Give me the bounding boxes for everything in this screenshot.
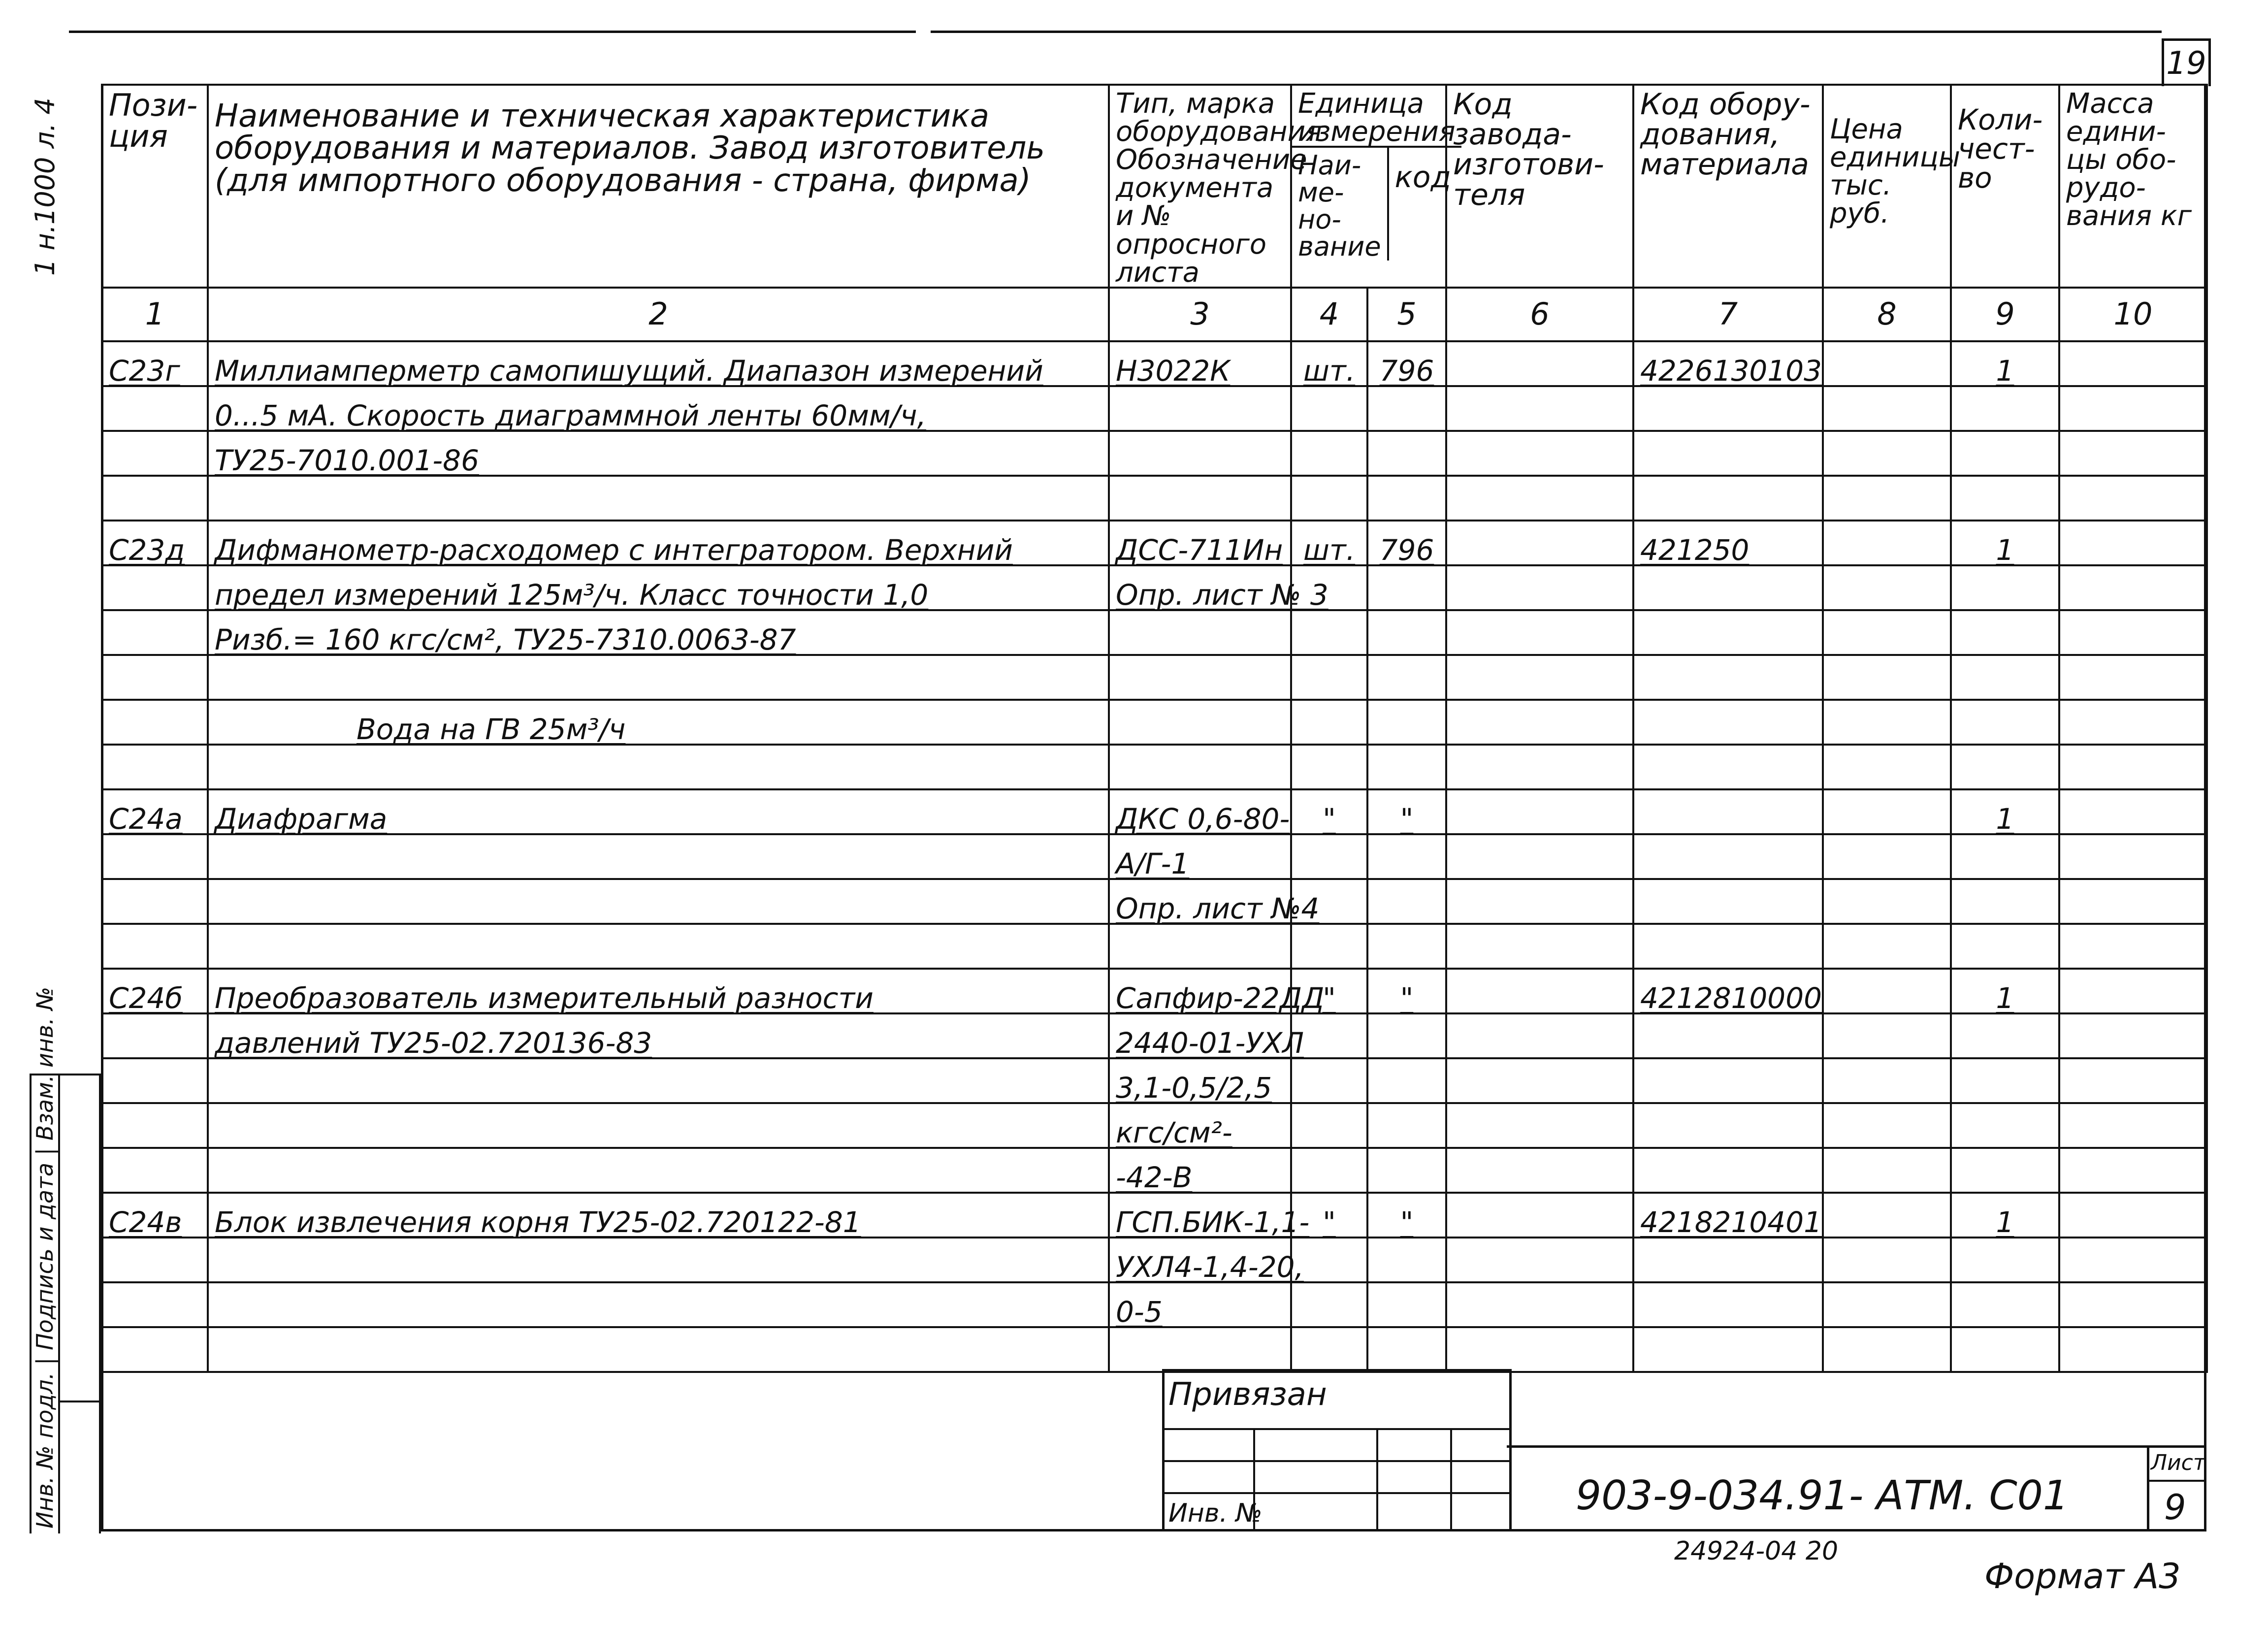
price-cell: [1823, 1058, 1951, 1103]
type-cell: ДКС 0,6-80-: [1109, 789, 1291, 834]
plant-code-cell: [1446, 655, 1633, 700]
name-cell: Вода на ГВ 25м³/ч: [208, 700, 1109, 745]
title-block-sheet-line: [2147, 1480, 2206, 1482]
mass-cell: [2059, 1103, 2207, 1148]
unit-cell: ": [1291, 789, 1367, 834]
type-cell: [1109, 700, 1291, 745]
price-cell: [1823, 1238, 1951, 1282]
plant-code-cell: [1446, 1148, 1633, 1193]
plant-code-cell: [1446, 521, 1633, 565]
quantity-cell: [1951, 655, 2059, 700]
plant-code-cell: [1446, 1238, 1633, 1282]
specification-rows: [102, 341, 2207, 1372]
plant-code-cell: [1446, 476, 1633, 521]
col-header-mass: Масса едини-цы обо-рудо-вания кг: [2059, 85, 2207, 288]
plant-code-cell: [1446, 1282, 1633, 1327]
top-frame-line-left: [69, 31, 916, 33]
sheet-label: Лист: [2151, 1450, 2206, 1475]
unit-cell: [1291, 610, 1367, 655]
unit-code-cell: 796: [1367, 521, 1446, 565]
col-number: 7: [1633, 288, 1823, 341]
table-row: [102, 1013, 2207, 1058]
position-cell: С23д: [102, 521, 208, 565]
unit-cell: [1291, 1058, 1367, 1103]
col-header-type: Тип, марка оборудования Обозначение документа и № опросного листа: [1109, 85, 1291, 288]
quantity-cell: [1951, 745, 2059, 789]
col-header-unit: Единица измерения: [1292, 86, 1461, 147]
position-cell: [102, 431, 208, 476]
table-row: [102, 969, 2207, 1013]
name-cell: [208, 1058, 1109, 1103]
position-cell: [102, 1238, 208, 1282]
table-row: [102, 1148, 2207, 1193]
type-cell: кгс/см²-: [1109, 1103, 1291, 1148]
unit-cell: [1291, 1327, 1367, 1372]
left-margin-strip: [30, 986, 101, 1533]
mass-cell: [2059, 341, 2207, 386]
unit-code-cell: [1367, 879, 1446, 924]
mass-cell: [2059, 969, 2207, 1013]
type-cell: А/Г-1: [1109, 834, 1291, 879]
unit-code-cell: ": [1367, 969, 1446, 1013]
position-cell: [102, 1148, 208, 1193]
left-top-vertical-text: 1 н.1000 л. 4: [30, 98, 61, 276]
plant-code-cell: [1446, 341, 1633, 386]
mass-cell: [2059, 1238, 2207, 1282]
plant-code-cell: [1446, 1103, 1633, 1148]
type-cell: [1109, 431, 1291, 476]
unit-code-cell: [1367, 745, 1446, 789]
unit-code-cell: ": [1367, 1193, 1446, 1238]
col-header-price: Цена единицы тыс. руб.: [1823, 85, 1951, 288]
table-row: [102, 610, 2207, 655]
plant-code-cell: [1446, 834, 1633, 879]
quantity-cell: [1951, 1327, 2059, 1372]
title-block-top-line: [1507, 1445, 2206, 1448]
col-number: 4: [1291, 288, 1367, 341]
price-cell: [1823, 386, 1951, 431]
unit-code-cell: [1367, 1103, 1446, 1148]
equipment-code-cell: [1633, 1238, 1823, 1282]
name-cell: Ризб.= 160 кгс/см², ТУ25-7310.0063-87: [208, 610, 1109, 655]
mass-cell: [2059, 521, 2207, 565]
left-margin-text: Инв. № подл. | Подпись и дата | Взам. инв. №: [32, 986, 58, 1529]
name-cell: [208, 1238, 1109, 1282]
price-cell: [1823, 1148, 1951, 1193]
table-row: [102, 1193, 2207, 1238]
type-cell: Н3022К: [1109, 341, 1291, 386]
equipment-code-cell: [1633, 655, 1823, 700]
name-cell: [208, 1103, 1109, 1148]
plant-code-cell: [1446, 969, 1633, 1013]
mass-cell: [2059, 386, 2207, 431]
price-cell: [1823, 1282, 1951, 1327]
mass-cell: [2059, 745, 2207, 789]
unit-code-cell: [1367, 1013, 1446, 1058]
type-cell: Сапфир-22ДД: [1109, 969, 1291, 1013]
position-cell: [102, 1013, 208, 1058]
position-cell: [102, 924, 208, 969]
name-cell: Миллиамперметр самопишущий. Диапазон измерений: [208, 341, 1109, 386]
position-cell: [102, 476, 208, 521]
quantity-cell: [1951, 565, 2059, 610]
price-cell: [1823, 789, 1951, 834]
mass-cell: [2059, 655, 2207, 700]
quantity-cell: [1951, 386, 2059, 431]
position-cell: [102, 834, 208, 879]
price-cell: [1823, 431, 1951, 476]
binding-stamp-title: Привязан: [1168, 1376, 1327, 1413]
col-header-quantity: Коли-чест-во: [1951, 85, 2059, 288]
equipment-code-cell: [1633, 565, 1823, 610]
quantity-cell: 1: [1951, 341, 2059, 386]
unit-code-cell: [1367, 431, 1446, 476]
price-cell: [1823, 476, 1951, 521]
table-row: [102, 431, 2207, 476]
equipment-code-cell: [1633, 1327, 1823, 1372]
quantity-cell: 1: [1951, 1193, 2059, 1238]
mass-cell: [2059, 1058, 2207, 1103]
type-cell: [1109, 386, 1291, 431]
top-frame-line-right: [931, 31, 2162, 33]
unit-cell: [1291, 834, 1367, 879]
price-cell: [1823, 565, 1951, 610]
col-number: 8: [1823, 288, 1951, 341]
price-cell: [1823, 341, 1951, 386]
table-row: [102, 386, 2207, 431]
mass-cell: [2059, 1193, 2207, 1238]
unit-code-cell: [1367, 386, 1446, 431]
name-cell: ТУ25-7010.001-86: [208, 431, 1109, 476]
unit-cell: [1291, 1282, 1367, 1327]
unit-cell: ": [1291, 1193, 1367, 1238]
mass-cell: [2059, 834, 2207, 879]
equipment-code-cell: [1633, 924, 1823, 969]
table-row: [102, 745, 2207, 789]
plant-code-cell: [1446, 924, 1633, 969]
plant-code-cell: [1446, 1193, 1633, 1238]
type-cell: [1109, 924, 1291, 969]
table-row: [102, 789, 2207, 834]
quantity-cell: [1951, 1103, 2059, 1148]
equipment-code-cell: [1633, 1013, 1823, 1058]
plant-code-cell: [1446, 1013, 1633, 1058]
table-row: [102, 655, 2207, 700]
position-cell: [102, 745, 208, 789]
equipment-code-cell: [1633, 1103, 1823, 1148]
name-cell: Блок извлечения корня ТУ25-02.720122-81: [208, 1193, 1109, 1238]
table-row: [102, 565, 2207, 610]
price-cell: [1823, 521, 1951, 565]
table-row: [102, 341, 2207, 386]
unit-cell: [1291, 431, 1367, 476]
plant-code-cell: [1446, 431, 1633, 476]
equipment-code-cell: 4226130103: [1633, 341, 1823, 386]
unit-cell: [1291, 700, 1367, 745]
unit-code-cell: [1367, 1148, 1446, 1193]
table-row: [102, 924, 2207, 969]
name-cell: Преобразователь измерительный разности: [208, 969, 1109, 1013]
unit-code-cell: [1367, 924, 1446, 969]
equipment-code-cell: 421250: [1633, 521, 1823, 565]
unit-code-cell: [1367, 1238, 1446, 1282]
price-cell: [1823, 700, 1951, 745]
col-number: 1: [102, 288, 208, 341]
unit-code-cell: [1367, 1282, 1446, 1327]
equipment-code-cell: [1633, 610, 1823, 655]
price-cell: [1823, 1327, 1951, 1372]
mass-cell: [2059, 1327, 2207, 1372]
unit-cell: [1291, 924, 1367, 969]
price-cell: [1823, 655, 1951, 700]
plant-code-cell: [1446, 386, 1633, 431]
left-frame-line: [101, 84, 103, 1531]
position-cell: [102, 565, 208, 610]
col-header-equipment-code: Код обору-дования, материала: [1633, 85, 1823, 288]
type-cell: 3,1-0,5/2,5: [1109, 1058, 1291, 1103]
position-cell: С24б: [102, 969, 208, 1013]
quantity-cell: 1: [1951, 789, 2059, 834]
mass-cell: [2059, 700, 2207, 745]
type-cell: -42-В: [1109, 1148, 1291, 1193]
inventory-number-label: Инв. №: [1168, 1499, 1263, 1528]
quantity-cell: [1951, 610, 2059, 655]
unit-code-cell: [1367, 565, 1446, 610]
mass-cell: [2059, 1282, 2207, 1327]
unit-cell: [1291, 655, 1367, 700]
header-row: [102, 85, 2207, 288]
specification-table: [101, 84, 2208, 1373]
price-cell: [1823, 1103, 1951, 1148]
plant-code-cell: [1446, 1058, 1633, 1103]
col-number: 6: [1446, 288, 1633, 341]
name-cell: [208, 834, 1109, 879]
type-cell: [1109, 1327, 1291, 1372]
mass-cell: [2059, 610, 2207, 655]
unit-code-cell: ": [1367, 789, 1446, 834]
quantity-cell: [1951, 1238, 2059, 1282]
col-header-unit-group: [1291, 85, 1456, 288]
table-row: [102, 834, 2207, 879]
type-cell: Опр. лист № 3: [1109, 565, 1291, 610]
col-header-unit-name: Наи-ме-но-вание: [1292, 147, 1388, 260]
unit-cell: ": [1291, 969, 1367, 1013]
table-row: [102, 476, 2207, 521]
quantity-cell: [1951, 1148, 2059, 1193]
quantity-cell: [1951, 924, 2059, 969]
plant-code-cell: [1446, 879, 1633, 924]
unit-cell: шт.: [1291, 521, 1367, 565]
unit-code-cell: [1367, 610, 1446, 655]
name-cell: [208, 1327, 1109, 1372]
mass-cell: [2059, 1013, 2207, 1058]
name-cell: [208, 745, 1109, 789]
col-header-position: Пози-ция: [102, 85, 208, 288]
name-cell: [208, 1282, 1109, 1327]
unit-code-cell: [1367, 700, 1446, 745]
unit-code-cell: [1367, 655, 1446, 700]
right-frame-line: [2204, 84, 2206, 1531]
table-row: [102, 1103, 2207, 1148]
archive-number: 24924-04 20: [1674, 1536, 1839, 1566]
quantity-cell: [1951, 431, 2059, 476]
column-number-row: [102, 288, 2207, 341]
col-number: 5: [1367, 288, 1446, 341]
unit-cell: [1291, 386, 1367, 431]
price-cell: [1823, 834, 1951, 879]
col-number: 3: [1109, 288, 1291, 341]
table-row: [102, 1282, 2207, 1327]
name-cell: [208, 879, 1109, 924]
position-cell: [102, 700, 208, 745]
equipment-code-cell: 4212810000: [1633, 969, 1823, 1013]
name-cell: 0...5 мА. Скорость диаграммной ленты 60мм/ч,: [208, 386, 1109, 431]
type-cell: [1109, 476, 1291, 521]
equipment-code-cell: [1633, 789, 1823, 834]
mass-cell: [2059, 1148, 2207, 1193]
quantity-cell: [1951, 476, 2059, 521]
col-header-name: Наименование и техническая характеристика оборудования и материалов. Завод изготовитель (для импортного оборудования - страна, фирма): [208, 85, 1109, 288]
position-cell: [102, 610, 208, 655]
type-cell: 2440-01-УХЛ: [1109, 1013, 1291, 1058]
plant-code-cell: [1446, 1327, 1633, 1372]
unit-code-cell: 796: [1367, 341, 1446, 386]
sheet-number-box: [2162, 38, 2211, 86]
unit-cell: шт.: [1291, 341, 1367, 386]
type-cell: [1109, 745, 1291, 789]
position-cell: С24а: [102, 789, 208, 834]
type-cell: Опр. лист №4: [1109, 879, 1291, 924]
quantity-cell: [1951, 879, 2059, 924]
unit-cell: [1291, 476, 1367, 521]
mass-cell: [2059, 879, 2207, 924]
position-cell: [102, 386, 208, 431]
position-cell: [102, 879, 208, 924]
equipment-code-cell: [1633, 1058, 1823, 1103]
equipment-code-cell: [1633, 700, 1823, 745]
price-cell: [1823, 924, 1951, 969]
type-cell: УХЛ4-1,4-20,: [1109, 1238, 1291, 1282]
mass-cell: [2059, 476, 2207, 521]
name-cell: давлений ТУ25-02.720136-83: [208, 1013, 1109, 1058]
type-cell: [1109, 655, 1291, 700]
table-row: [102, 1058, 2207, 1103]
table-row: [102, 521, 2207, 565]
title-block-sheet-divider: [2147, 1445, 2149, 1531]
position-cell: [102, 1058, 208, 1103]
unit-cell: [1291, 1148, 1367, 1193]
name-cell: [208, 924, 1109, 969]
price-cell: [1823, 610, 1951, 655]
equipment-code-cell: [1633, 834, 1823, 879]
equipment-code-cell: [1633, 1282, 1823, 1327]
unit-code-cell: [1367, 476, 1446, 521]
position-cell: [102, 1103, 208, 1148]
quantity-cell: [1951, 700, 2059, 745]
name-cell: [208, 476, 1109, 521]
plant-code-cell: [1446, 745, 1633, 789]
position-cell: [102, 1282, 208, 1327]
table-row: [102, 1238, 2207, 1282]
quantity-cell: [1951, 1058, 2059, 1103]
mass-cell: [2059, 431, 2207, 476]
unit-code-cell: [1367, 834, 1446, 879]
sheet-number: 9: [2164, 1487, 2186, 1528]
type-cell: [1109, 610, 1291, 655]
mass-cell: [2059, 924, 2207, 969]
price-cell: [1823, 969, 1951, 1013]
bottom-frame-line: [101, 1529, 2206, 1531]
price-cell: [1823, 1193, 1951, 1238]
name-cell: [208, 655, 1109, 700]
equipment-code-cell: 4218210401: [1633, 1193, 1823, 1238]
type-cell: ГСП.БИК-1,1-: [1109, 1193, 1291, 1238]
type-cell: ДСС-711Ин: [1109, 521, 1291, 565]
paper-format: Формат А3: [1984, 1556, 2181, 1596]
col-number: 10: [2059, 288, 2207, 341]
col-header-plant-code: Код завода-изготови-теля: [1446, 85, 1633, 288]
unit-cell: [1291, 745, 1367, 789]
name-cell: Диафрагма: [208, 789, 1109, 834]
unit-code-cell: [1367, 1327, 1446, 1372]
price-cell: [1823, 879, 1951, 924]
position-cell: С24в: [102, 1193, 208, 1238]
quantity-cell: 1: [1951, 521, 2059, 565]
name-cell: предел измерений 125м³/ч. Класс точности 1,0: [208, 565, 1109, 610]
name-cell: [208, 1148, 1109, 1193]
equipment-code-cell: [1633, 1148, 1823, 1193]
plant-code-cell: [1446, 789, 1633, 834]
plant-code-cell: [1446, 700, 1633, 745]
col-header-unit-code: код: [1394, 160, 1451, 195]
type-cell: 0-5: [1109, 1282, 1291, 1327]
quantity-cell: 1: [1951, 969, 2059, 1013]
equipment-code-cell: [1633, 431, 1823, 476]
mass-cell: [2059, 789, 2207, 834]
quantity-cell: [1951, 1013, 2059, 1058]
name-cell: Дифманометр-расходомер с интегратором. Верхний: [208, 521, 1109, 565]
unit-cell: [1291, 1103, 1367, 1148]
position-cell: [102, 655, 208, 700]
equipment-code-cell: [1633, 745, 1823, 789]
equipment-code-cell: [1633, 879, 1823, 924]
plant-code-cell: [1446, 565, 1633, 610]
document-code: 903-9-034.91- АТМ. С01: [1576, 1472, 2069, 1519]
col-number: 2: [208, 288, 1109, 341]
mass-cell: [2059, 565, 2207, 610]
table-row: [102, 700, 2207, 745]
table-row: [102, 879, 2207, 924]
col-number: 9: [1951, 288, 2059, 341]
equipment-code-cell: [1633, 386, 1823, 431]
sheet-number-top: 19: [2166, 45, 2206, 82]
quantity-cell: [1951, 1282, 2059, 1327]
unit-code-cell: [1367, 1058, 1446, 1103]
binding-stamp: [1162, 1369, 1512, 1531]
position-cell: С23г: [102, 341, 208, 386]
quantity-cell: [1951, 834, 2059, 879]
position-cell: [102, 1327, 208, 1372]
table-row: [102, 1327, 2207, 1372]
equipment-code-cell: [1633, 476, 1823, 521]
price-cell: [1823, 745, 1951, 789]
plant-code-cell: [1446, 610, 1633, 655]
price-cell: [1823, 1013, 1951, 1058]
